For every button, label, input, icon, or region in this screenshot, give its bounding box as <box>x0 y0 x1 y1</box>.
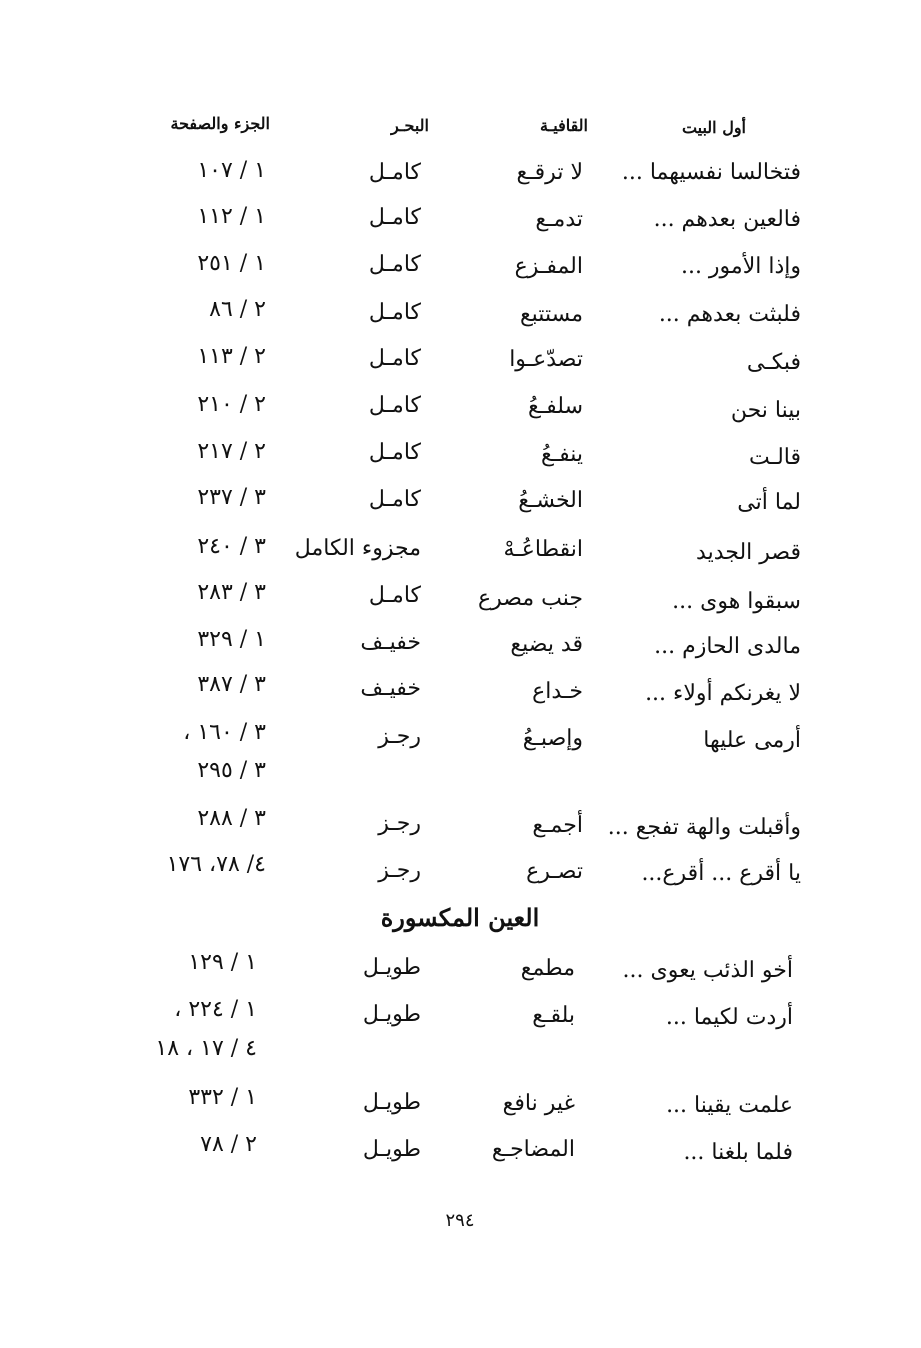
row-qafia: مطمع <box>520 956 575 981</box>
row-beit: مالدى الحازم ... <box>654 634 801 659</box>
row-beit: فتخالسا نفسيهما ... <box>621 160 801 185</box>
row-bahr: رجـز <box>378 724 421 749</box>
row-ref: ٣ / ٣٨٧ <box>197 672 266 697</box>
row-ref: ١ / ١١٢ <box>197 204 266 229</box>
row-ref: ٢ / ٨٦ <box>209 297 266 322</box>
row-beit: قصر الجديد <box>696 540 801 565</box>
row-beit: سبقوا هوى ... <box>672 589 801 614</box>
row-ref: ١ / ٢٥١ <box>197 251 266 276</box>
row-bahr: طويـل <box>362 1137 421 1162</box>
row-ref: ٢ / ١١٣ <box>197 344 266 369</box>
header-qafia: القافيـة <box>539 116 588 135</box>
row-ref: ٣ / ٢٣٧ <box>197 485 266 510</box>
row-qafia: تصـرع <box>526 859 583 884</box>
row-qafia: تدمـع <box>535 207 583 232</box>
row-beit: قالـت <box>749 445 801 470</box>
row-qafia: المضاجـع <box>491 1137 575 1162</box>
row-ref: ٢ / ٢١٧ <box>197 439 266 464</box>
row-ref: ١ / ١٢٩ <box>188 950 257 975</box>
row-ref: ١ / ٣٢٩ <box>197 627 266 652</box>
header-beit: أول البيت <box>681 118 746 137</box>
row-bahr: كامـل <box>368 440 421 465</box>
row-beit: أخو الذئب يعوى ... <box>622 958 793 983</box>
row-bahr: رجـز <box>378 811 421 836</box>
row-qafia: سلفـعُ <box>528 394 583 419</box>
row-ref: ١ / ٣٣٢ <box>188 1085 257 1110</box>
row-qafia: ينفـعُ <box>540 442 583 467</box>
row-beit: علمت يقينا ... <box>666 1093 793 1118</box>
row-ref: ٣ / ٢٤٠ <box>197 534 266 559</box>
row-bahr: كامـل <box>368 300 421 325</box>
row-qafia: جنب مصرع <box>478 586 583 611</box>
row-beit: فالعين بعدهم ... <box>653 207 801 232</box>
row-bahr: كامـل <box>368 346 421 371</box>
row-ref: ٣ / ١٦٠ ، <box>183 720 266 745</box>
row-qafia: غير نافع <box>502 1091 575 1116</box>
row-beit: لا يغرنكم أولاء ... <box>645 681 801 706</box>
row-ref: ٤/ ٧٨، ١٧٦ <box>166 852 266 877</box>
row-beit: فبكـى <box>746 350 801 375</box>
row-beit: لما أتى <box>737 490 801 515</box>
row-ref: ٣ / ٢٨٨ <box>197 806 266 831</box>
row-ref: ٢ / ٢١٠ <box>197 392 266 417</box>
row-bahr: كامـل <box>368 205 421 230</box>
row-qafia: تصدّعـوا <box>509 347 583 372</box>
row-qafia: خـداع <box>532 679 583 704</box>
row-bahr: خفيـف <box>360 676 421 701</box>
row-bahr: طويـل <box>362 1002 421 1027</box>
row-ref: ٢ / ٧٨ <box>200 1132 257 1157</box>
section-title: العين المكسورة <box>380 903 540 932</box>
row-beit: أردت لكيما ... <box>665 1005 793 1030</box>
row-beit: وأقبلت والهة تفجع ... <box>607 815 801 840</box>
row-bahr: كامـل <box>368 252 421 277</box>
row-beit: يا أقرع ... أقرع... <box>641 861 801 886</box>
row-beit: وإذا الأمور ... <box>680 254 801 279</box>
row-beit: بينا نحن <box>730 398 801 423</box>
row-qafia: انقطاعُـهْ <box>503 537 583 562</box>
row-ref-continued: ٣ / ٢٩٥ <box>197 758 266 783</box>
row-bahr: طويـل <box>362 955 421 980</box>
row-qafia: الخشـعُ <box>518 488 583 513</box>
row-beit: أرمى عليها <box>703 728 801 753</box>
header-ref: الجزء والصفحة <box>170 114 270 133</box>
row-qafia: أجمـع <box>532 813 583 838</box>
row-bahr: خفيـف <box>360 630 421 655</box>
row-qafia: لا ترقـع <box>516 160 583 185</box>
header-bahr: البحـر <box>391 116 429 135</box>
row-qafia: قد يضيع <box>510 632 583 657</box>
row-ref: ٣ / ٢٨٣ <box>197 580 266 605</box>
row-ref: ١ / ١٠٧ <box>197 158 266 183</box>
row-qafia: وإصبـعُ <box>522 726 583 751</box>
row-bahr: رجـز <box>378 858 421 883</box>
row-bahr: طويـل <box>362 1090 421 1115</box>
row-bahr: كامـل <box>368 160 421 185</box>
row-qafia: المفـزع <box>514 254 583 279</box>
row-ref: ١ / ٢٢٤ ، <box>174 997 257 1022</box>
row-bahr: كامـل <box>368 487 421 512</box>
row-beit: فلبثت بعدهم ... <box>658 302 801 327</box>
row-bahr: كامـل <box>368 583 421 608</box>
page-number: ٢٩٤ <box>445 1210 475 1231</box>
row-bahr: كامـل <box>368 393 421 418</box>
row-qafia: مستتبع <box>519 302 583 327</box>
row-ref-continued: ٤ / ١٧ ، ١٨ <box>155 1036 257 1061</box>
row-bahr: مجزوء الكامل <box>294 536 421 561</box>
row-beit: فلما بلغنا ... <box>683 1140 793 1165</box>
row-qafia: بلقـع <box>532 1003 575 1028</box>
